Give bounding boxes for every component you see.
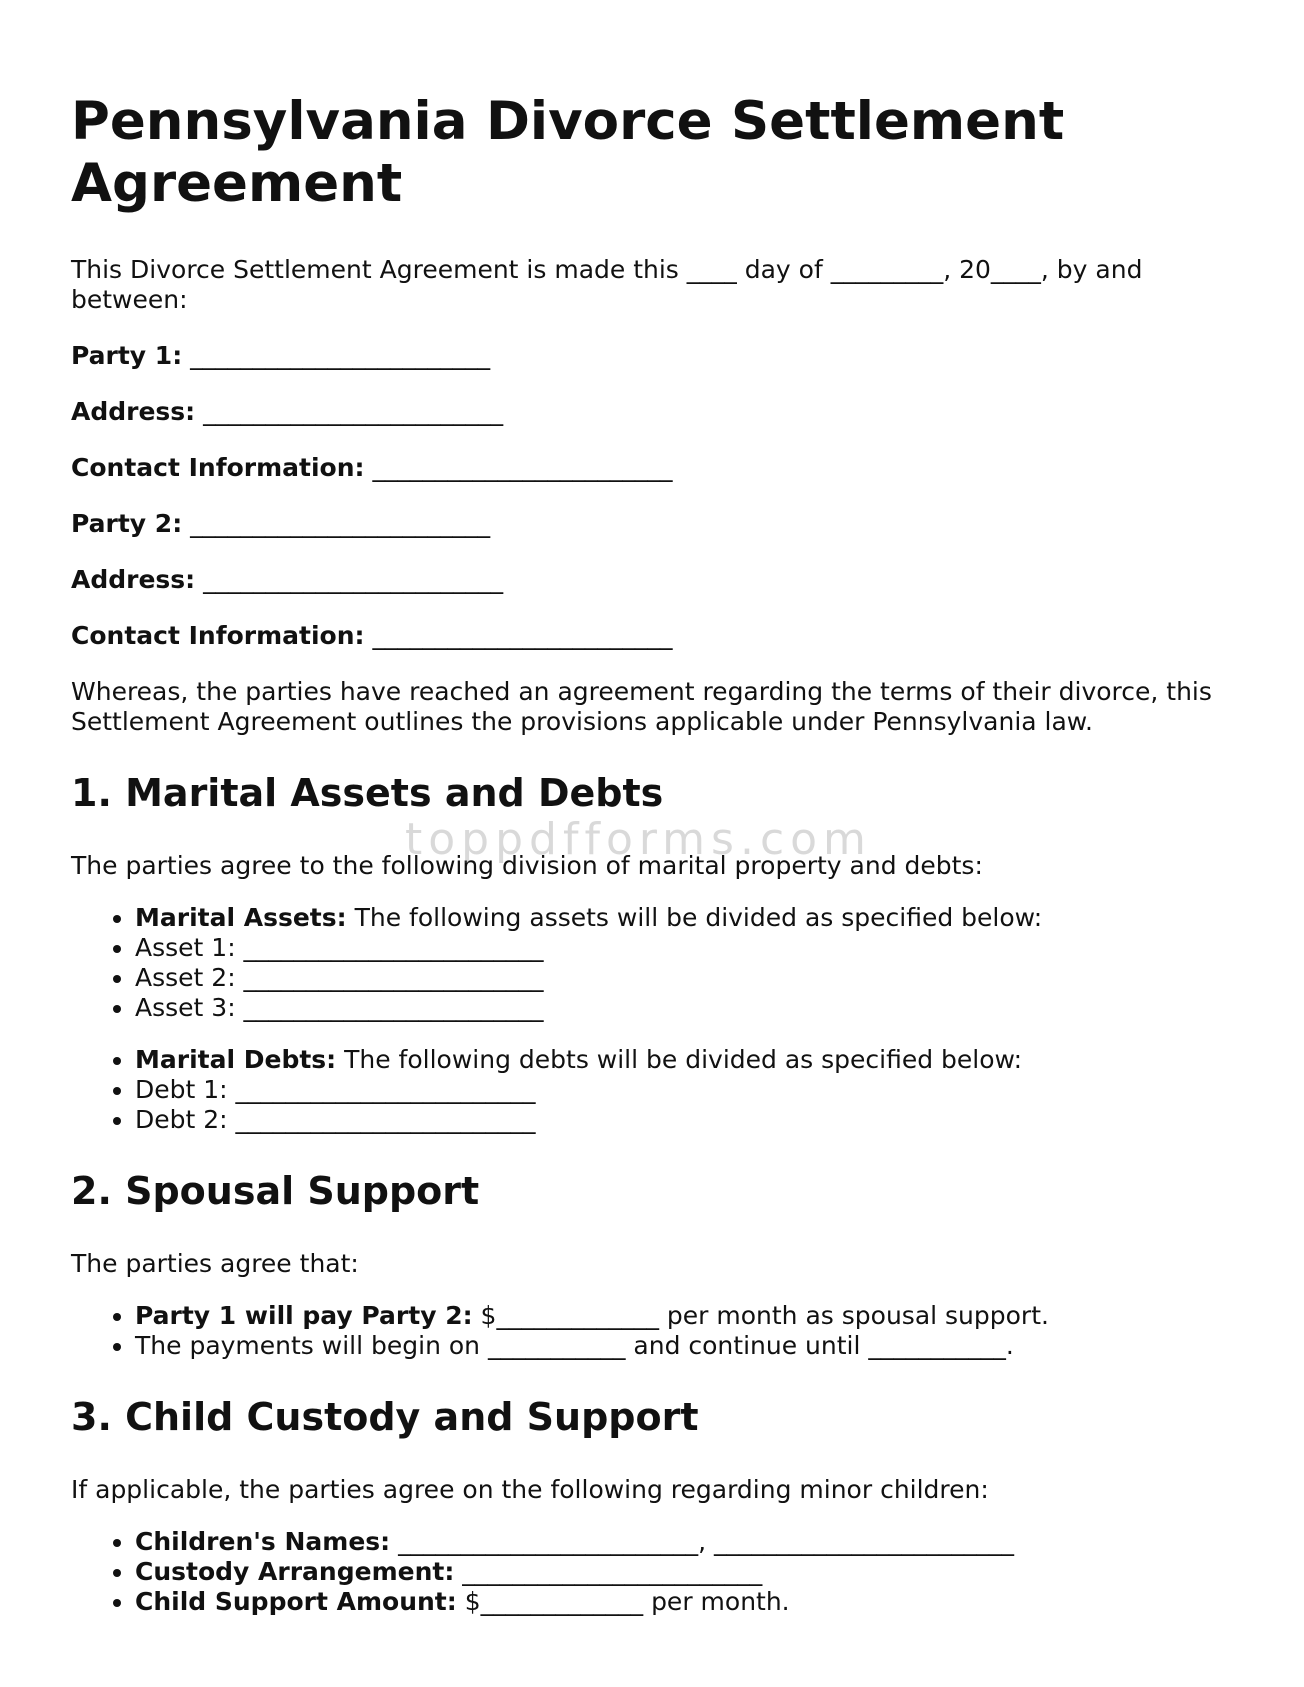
children-label: Children's Names: — [135, 1527, 391, 1556]
party2-contact-blank[interactable]: ________________________ — [372, 621, 673, 650]
pay-text: $_____________ per month as spousal support. — [472, 1301, 1049, 1330]
children-text: ________________________, ________________________ — [390, 1527, 1015, 1556]
whereas-paragraph: Whereas, the parties have reached an agreement regarding the terms of their divorce, this Settlement Agreement outlines the provisions applicable under Pennsylvania law. — [71, 677, 1212, 736]
party1-label: Party 1: — [71, 341, 183, 370]
party1-address-label: Address: — [71, 397, 196, 426]
party1-blank[interactable]: ________________________ — [190, 341, 491, 370]
list-item[interactable] — [135, 1527, 1231, 1557]
party2-label: Party 2: — [71, 509, 183, 538]
child-custody-list — [71, 1527, 1231, 1617]
party1-field — [71, 341, 1231, 371]
section3-lead: If applicable, the parties agree on the following regarding minor children: — [71, 1475, 989, 1504]
list-item[interactable] — [135, 1587, 1231, 1617]
debts-label: Marital Debts: — [135, 1045, 337, 1074]
support-text: $_____________ per month. — [456, 1587, 790, 1616]
page-title: Pennsylvania Divorce Settlement Agreement — [71, 91, 1065, 214]
party2-address-blank[interactable]: ________________________ — [203, 565, 504, 594]
party2-contact-label: Contact Information: — [71, 621, 365, 650]
asset-1-item[interactable]: • Asset 1: ________________________ — [135, 933, 1231, 963]
section2-heading: 2. Spousal Support — [71, 1169, 480, 1213]
section1-lead: The parties agree to the following division of marital property and debts: — [71, 851, 983, 880]
list-item[interactable] — [135, 1301, 1231, 1331]
assets-text: The following assets will be divided as specified below: — [346, 903, 1043, 932]
asset-2-item[interactable]: • Asset 2: ________________________ — [135, 963, 1231, 993]
debt-2-item[interactable]: • Debt 2: ________________________ — [135, 1105, 1231, 1135]
party1-contact-label: Contact Information: — [71, 453, 365, 482]
custody-label: Custody Arrangement: — [135, 1557, 455, 1586]
spousal-support-list — [71, 1301, 1231, 1361]
party2-field — [71, 509, 1231, 539]
support-label: Child Support Amount: — [135, 1587, 457, 1616]
party2-blank[interactable]: ________________________ — [190, 509, 491, 538]
section3-heading: 3. Child Custody and Support — [71, 1395, 699, 1439]
assets-list — [71, 903, 1231, 1023]
document-page — [71, 0, 1231, 1617]
party2-address-label: Address: — [71, 565, 196, 594]
asset-3-item[interactable]: • Asset 3: ________________________ — [135, 993, 1231, 1023]
section1-heading: 1. Marital Assets and Debts — [71, 771, 664, 815]
debts-text: The following debts will be divided as specified below: — [336, 1045, 1023, 1074]
party1-contact-field — [71, 453, 1231, 483]
party2-contact-field — [71, 621, 1231, 651]
debts-list — [71, 1045, 1231, 1135]
watermark: toppdfforms.com — [405, 814, 872, 865]
payments-item[interactable]: • The payments will begin on ___________ and continue until ___________. — [135, 1331, 1231, 1361]
section2-lead: The parties agree that: — [71, 1249, 359, 1278]
party1-contact-blank[interactable]: ________________________ — [372, 453, 673, 482]
debt-1-item[interactable]: • Debt 1: ________________________ — [135, 1075, 1231, 1105]
party2-address-field — [71, 565, 1231, 595]
party1-address-blank[interactable]: ________________________ — [203, 397, 504, 426]
pay-label: Party 1 will pay Party 2: — [135, 1301, 473, 1330]
list-item — [135, 903, 1231, 933]
list-item — [135, 1045, 1231, 1075]
assets-label: Marital Assets: — [135, 903, 347, 932]
party1-address-field — [71, 397, 1231, 427]
custody-text: ________________________ — [454, 1557, 763, 1586]
intro-paragraph: This Divorce Settlement Agreement is made this ____ day of _________, 20____, by and between: — [71, 255, 1143, 314]
list-item[interactable] — [135, 1557, 1231, 1587]
